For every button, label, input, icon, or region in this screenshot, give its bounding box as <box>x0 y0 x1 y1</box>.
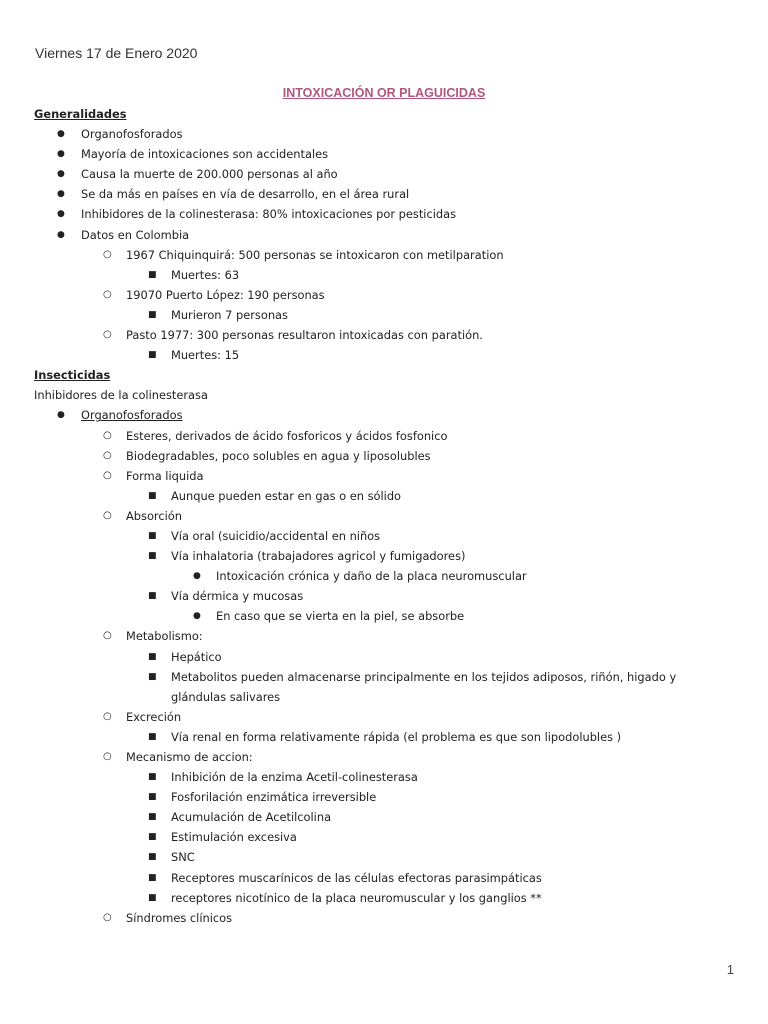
list-item: ○ Absorción <box>0 506 768 526</box>
list-item: ■ Muertes: 15 <box>0 345 768 365</box>
list-item: ● En caso que se vierta en la piel, se absorbe <box>0 606 768 626</box>
list-item: ■ Acumulación de Acetilcolina <box>0 807 768 827</box>
list-item: ■ Vía inhalatoria (trabajadores agricol y fumigadores) <box>0 546 768 566</box>
bullet-square-icon: ■ <box>148 812 157 823</box>
bullet-square-icon: ■ <box>148 892 157 903</box>
bullet-square-icon: ■ <box>148 490 157 501</box>
bullet-circle-icon: ○ <box>103 288 112 300</box>
list-item: ■ Hepático <box>0 647 768 667</box>
bullet-square-icon: ■ <box>148 651 157 662</box>
list-item: ■ Aunque pueden estar en gas o en sólido <box>0 486 768 506</box>
bullet-dot-icon: ● <box>57 209 65 220</box>
bullet-dot-icon: ● <box>57 410 65 421</box>
bullet-dot-icon: ● <box>57 169 65 180</box>
bullet-square-icon: ■ <box>148 872 157 883</box>
bullet-circle-icon: ○ <box>103 449 112 461</box>
page-number: 1 <box>726 962 734 977</box>
bullet-square-icon: ■ <box>148 772 157 783</box>
bullet-circle-icon: ○ <box>103 630 112 642</box>
list-item: ● Inhibidores de la colinesterasa: 80% intoxicaciones por pesticidas <box>0 204 768 224</box>
bullet-square-icon: ■ <box>148 309 157 320</box>
list-item: ○ Excreción <box>0 707 768 727</box>
list-item: ○ Biodegradables, poco solubles en agua y liposolubles <box>0 446 768 466</box>
list-item: ● Organofosforados <box>0 124 768 144</box>
list-item: ■ Vía dérmica y mucosas <box>0 586 768 606</box>
section-heading-insecticidas: Insecticidas <box>34 368 111 383</box>
bullet-circle-icon: ○ <box>103 710 112 722</box>
list-item: ○ Síndromes clínicos <box>0 908 768 928</box>
list-item: ● Organofosforados <box>0 405 768 425</box>
list-item: ○ 19070 Puerto López: 190 personas <box>0 285 768 305</box>
bullet-square-icon: ■ <box>148 832 157 843</box>
list-item: ● Datos en Colombia <box>0 225 768 245</box>
bullet-circle-icon: ○ <box>103 911 112 923</box>
section-heading-generalidades: Generalidades <box>34 107 127 121</box>
bullet-circle-icon: ○ <box>103 509 112 521</box>
bullet-circle-icon: ○ <box>103 751 112 762</box>
list-item: ■ SNC <box>0 847 768 867</box>
list-item: ○ Esteres, derivados de ácido fosforicos y ácidos fosfonico <box>0 426 768 446</box>
document-date: Viernes 17 de Enero 2020 <box>35 45 198 61</box>
bullet-circle-icon: ○ <box>103 248 112 260</box>
list-item: ■ Muertes: 63 <box>0 265 768 285</box>
list-item: ● Intoxicación crónica y daño de la placa neuromuscular <box>0 566 768 586</box>
bullet-circle-icon: ○ <box>103 429 112 441</box>
list-item: ● Mayoría de intoxicaciones son accidentales <box>0 144 768 164</box>
list-item: ○ 1967 Chiquinquirá: 500 personas se intoxicaron con metilparation <box>0 245 768 265</box>
list-item: ■ Vía renal en forma relativamente rápida (el problema es que son lipodolubles ) <box>0 727 768 747</box>
document-title: INTOXICACIÓN OR PLAGUICIDAS <box>282 86 486 100</box>
list-item: ■ Inhibición de la enzima Acetil-colinesterasa <box>0 767 768 787</box>
bullet-square-icon: ■ <box>148 731 157 742</box>
list-item: ■ Vía oral (suicidio/accidental en niños <box>0 526 768 546</box>
bullet-square-icon: ■ <box>148 852 157 863</box>
bullet-dot-icon: ● <box>193 611 201 622</box>
bullet-square-icon: ■ <box>148 350 157 361</box>
bullet-square-icon: ■ <box>148 551 157 562</box>
list-item: ○ Metabolismo: <box>0 626 768 646</box>
list-item: ○ Pasto 1977: 300 personas resultaron intoxicadas con paratión. <box>0 325 768 345</box>
list-item: ■ Metabolitos pueden almacenarse principalmente en los tejidos adiposos, riñón, higado y glándulas salivares <box>0 667 768 707</box>
list-item: ■ Murieron 7 personas <box>0 305 768 325</box>
list-item: ■ Receptores muscarínicos de las células efectoras parasimpáticas <box>0 868 768 888</box>
bullet-circle-icon: ○ <box>103 329 112 341</box>
bullet-dot-icon: ● <box>193 571 201 582</box>
bullet-circle-icon: ○ <box>103 469 112 481</box>
bullet-square-icon: ■ <box>148 530 157 541</box>
bullet-square-icon: ■ <box>148 792 157 803</box>
list-item: ● Causa la muerte de 200.000 personas al año <box>0 164 768 184</box>
list-item: ○ Forma liquida <box>0 466 768 486</box>
list-item: ■ Estimulación excesiva <box>0 827 768 847</box>
list-item: ● Se da más en países en vía de desarrollo, en el área rural <box>0 184 768 204</box>
list-item: ○ Mecanismo de accion: <box>0 747 768 767</box>
section-subtitle: Inhibidores de la colinesterasa <box>34 388 208 403</box>
bullet-dot-icon: ● <box>57 129 65 140</box>
list-item: ■ Fosforilación enzimática irreversible <box>0 787 768 807</box>
bullet-dot-icon: ● <box>57 229 65 240</box>
list-item: ■ receptores nicotínico de la placa neuromuscular y los ganglios ** <box>0 888 768 908</box>
bullet-dot-icon: ● <box>57 189 65 200</box>
document-body <box>0 104 768 928</box>
bullet-square-icon: ■ <box>148 269 157 280</box>
bullet-square-icon: ■ <box>148 671 157 682</box>
bullet-dot-icon: ● <box>57 149 65 160</box>
bullet-square-icon: ■ <box>148 591 157 602</box>
